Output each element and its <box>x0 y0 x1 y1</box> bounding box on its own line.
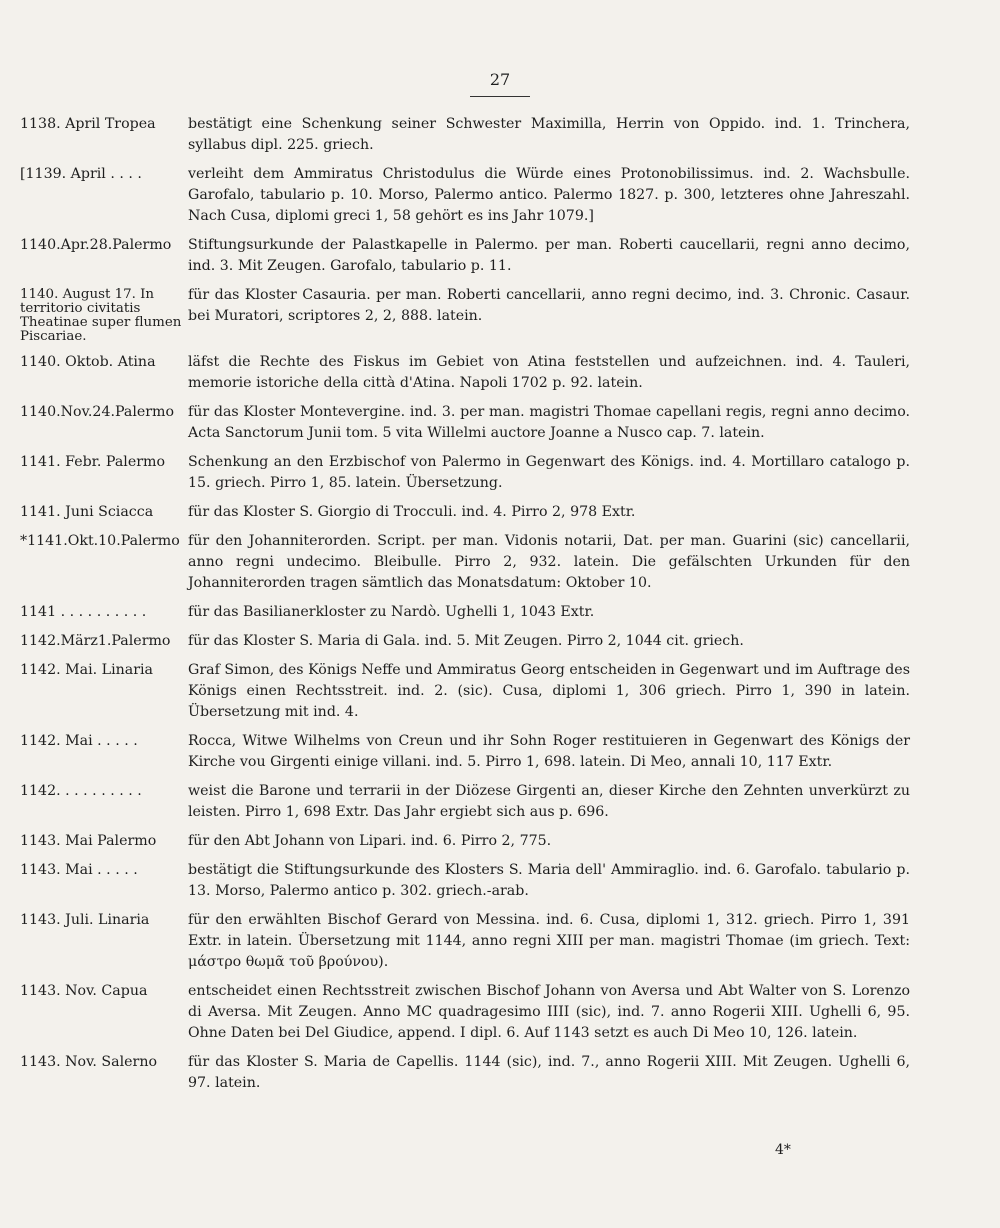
entry-text: für den Johanniterorden. Script. per man. Vidonis notarii, Dat. per man. Guarini (sic) cancellarii, anno regni undecimo. Bleibulle. Pirro 2, 932. latein. Die gefälschten Urkunden für den Johanniterorden tragen sämtlich das Monatsdatum: Oktober 10. <box>188 533 910 591</box>
entry-text: für das Kloster Montevergine. ind. 3. per man. magistri Thomae capellani regis, regni anno decimo. Acta Sanctorum Junii tom. 5 vita Willelmi auctore Joanne a Nusco cap. 7. latein. <box>188 404 910 441</box>
regest-entry <box>20 731 910 773</box>
entry-date: 1140. August 17. In territorio civitatis Theatinae super flumen Piscariae. <box>20 287 182 344</box>
entry-date: 1142.März1.Palermo <box>20 633 171 649</box>
entry-text: für das Kloster S. Maria di Gala. ind. 5. Mit Zeugen. Pirro 2, 1044 cit. griech. <box>188 633 744 649</box>
entry-date: 1142. . . . . . . . . . <box>20 783 142 799</box>
regest-entry <box>20 981 910 1044</box>
entry-text: Graf Simon, des Königs Neffe und Ammiratus Georg entscheiden in Gegenwart und im Auftrage des Königs einen Rechtsstreit. ind. 2. (sic). Cusa, diplomi 1, 306 griech. Pirro 1, 390 in latein. Übersetzung mit ind. 4. <box>188 662 910 720</box>
signature-mark: 4* <box>775 1142 791 1158</box>
entry-text: für das Kloster S. Giorgio di Trocculi. ind. 4. Pirro 2, 978 Extr. <box>188 504 636 520</box>
entry-date: 1143. Juli. Linaria <box>20 912 150 928</box>
regest-entry <box>20 531 910 594</box>
entry-date: 1140.Nov.24.Palermo <box>20 404 175 420</box>
entry-date: 1141 . . . . . . . . . . <box>20 604 147 620</box>
entry-date: 1143. Nov. Capua <box>20 983 148 999</box>
regest-entry <box>20 910 910 973</box>
regest-entry <box>20 114 910 156</box>
entry-text: weist die Barone und terrarii in der Diözese Girgenti an, dieser Kirche den Zehnten unverkürzt zu leisten. Pirro 1, 698 Extr. Das Jahr ergiebt sich aus p. 696. <box>188 783 910 820</box>
entry-text: bestätigt die Stiftungsurkunde des Klosters S. Maria dell' Ammiraglio. ind. 6. Garofalo. tabulario p. 13. Morso, Palermo antico p. 302. griech.-arab. <box>188 862 910 899</box>
regest-entry <box>20 1052 910 1094</box>
page-number: 27 <box>489 70 511 89</box>
regest-entry <box>20 452 910 494</box>
entry-text: Schenkung an den Erzbischof von Palermo in Gegenwart des Königs. ind. 4. Mortillaro catalogo p. 15. griech. Pirro 1, 85. latein. Übersetzung. <box>188 454 910 491</box>
entry-date: 1143. Mai Palermo <box>20 833 157 849</box>
regest-entry <box>20 502 910 523</box>
entry-date: 1141. Febr. Palermo <box>20 454 165 470</box>
regest-entry <box>20 164 910 227</box>
regest-entry <box>20 831 910 852</box>
entry-text: für das Basilianerkloster zu Nardò. Ughelli 1, 1043 Extr. <box>188 604 595 620</box>
entry-text: läfst die Rechte des Fiskus im Gebiet von Atina feststellen und aufzeichnen. ind. 4. Tauleri, memorie istoriche della città d'Atina. Napoli 1702 p. 92. latein. <box>188 354 910 391</box>
entry-text: verleiht dem Ammiratus Christodulus die Würde eines Protonobilissimus. ind. 2. Wachsbulle. Garofalo, tabulario p. 10. Morso, Palermo antico. Palermo 1827. p. 300, letzteres ohne Jahreszahl. Nach Cusa, diplomi greci 1, 58 gehört es ins Jahr 1079.] <box>188 166 910 224</box>
regest-entry <box>20 285 910 344</box>
entry-date: 1138. April Tropea <box>20 116 156 132</box>
regest-entry <box>20 352 910 394</box>
regesta-list <box>20 114 910 1102</box>
regest-entry <box>20 631 910 652</box>
page-number-rule <box>470 96 530 97</box>
entry-date: 1141. Juni Sciacca <box>20 504 154 520</box>
regest-entry <box>20 860 910 902</box>
entry-date: [1139. April . . . . <box>20 166 142 182</box>
entry-text: für den erwählten Bischof Gerard von Messina. ind. 6. Cusa, diplomi 1, 312. griech. Pirro 1, 391 Extr. in latein. Übersetzung mit 1144, anno regni XIII per man. magistri Thomae (im griech. Text: μάστρο θωμᾶ τοῦ βρούνου). <box>188 912 910 970</box>
regest-entry <box>20 660 910 723</box>
entry-text: bestätigt eine Schenkung seiner Schwester Maximilla, Herrin von Oppido. ind. 1. Trinchera, syllabus dipl. 225. griech. <box>188 116 910 153</box>
regest-entry <box>20 402 910 444</box>
entry-date: 1143. Nov. Salerno <box>20 1054 158 1070</box>
entry-text: für das Kloster Casauria. per man. Roberti cancellarii, anno regni decimo, ind. 3. Chronic. Casaur. bei Muratori, scriptores 2, 2, 888. latein. <box>188 287 910 324</box>
entry-date: 1140.Apr.28.Palermo <box>20 237 172 253</box>
regest-entry <box>20 781 910 823</box>
entry-date: 1142. Mai. Linaria <box>20 662 154 678</box>
entry-text: für den Abt Johann von Lipari. ind. 6. Pirro 2, 775. <box>188 833 552 849</box>
entry-date: 1142. Mai . . . . . <box>20 733 138 749</box>
entry-date: *1141.Okt.10.Palermo <box>20 533 180 549</box>
entry-text: entscheidet einen Rechtsstreit zwischen Bischof Johann von Aversa und Abt Walter von S. Lorenzo di Aversa. Mit Zeugen. Anno MC quadragesimo IIII (sic), ind. 7. anno Rogerii XIII. Ughelli 6, 95. Ohne Daten bei Del Giudice, append. I dipl. 6. Auf 1143 setzt es auch Di Meo 10, 126. latein. <box>188 983 910 1041</box>
entry-text: Stiftungsurkunde der Palastkapelle in Palermo. per man. Roberti caucellarii, regni anno decimo, ind. 3. Mit Zeugen. Garofalo, tabulario p. 11. <box>188 237 910 274</box>
regest-entry <box>20 602 910 623</box>
regest-entry <box>20 235 910 277</box>
entry-date: 1143. Mai . . . . . <box>20 862 138 878</box>
entry-date: 1140. Oktob. Atina <box>20 354 156 370</box>
entry-text: für das Kloster S. Maria de Capellis. 1144 (sic), ind. 7., anno Rogerii XIII. Mit Zeugen. Ughelli 6, 97. latein. <box>188 1054 910 1091</box>
entry-text: Rocca, Witwe Wilhelms von Creun und ihr Sohn Roger restituieren in Gegenwart des Königs der Kirche vou Girgenti einige villani. ind. 5. Pirro 1, 698. latein. Di Meo, annali 10, 117 Extr. <box>188 733 910 770</box>
